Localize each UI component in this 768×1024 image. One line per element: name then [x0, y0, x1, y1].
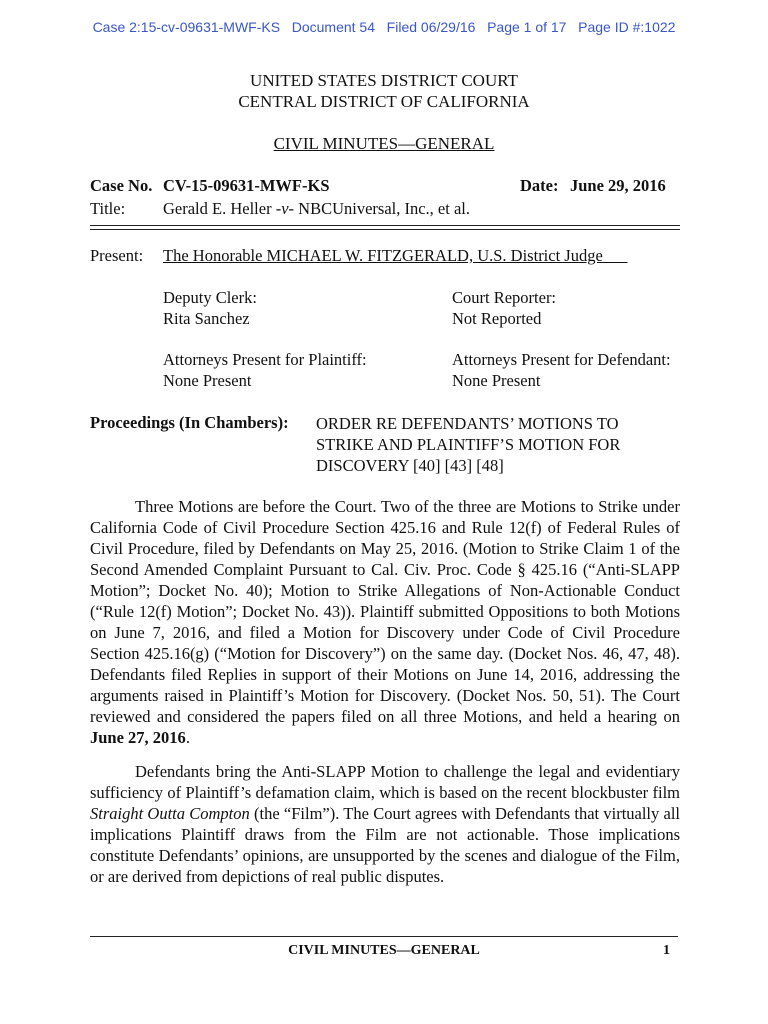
proceedings-line: STRIKE AND PLAINTIFF’S MOTION FOR — [316, 435, 621, 454]
header-rule-bottom — [90, 229, 680, 230]
film-title: Straight Outta Compton — [90, 804, 250, 823]
present-label: Present: — [90, 246, 144, 265]
hearing-date: June 27, 2016 — [90, 728, 186, 747]
footer-rule — [90, 936, 678, 937]
deputy-clerk-label: Deputy Clerk: — [163, 288, 257, 307]
defendant-attorneys-value: None Present — [452, 371, 541, 390]
minutes-title: CIVIL MINUTES—GENERAL — [273, 134, 495, 153]
case-no-value: CV-15-09631-MWF-KS — [163, 176, 330, 195]
proceedings-line: DISCOVERY [40] [43] [48] — [316, 456, 504, 475]
court-reporter-name: Not Reported — [452, 309, 542, 328]
plaintiff-attorneys-label: Attorneys Present for Plaintiff: — [163, 350, 367, 369]
date-label: Date: — [520, 176, 559, 195]
proceedings-line: ORDER RE DEFENDANTS’ MOTIONS TO — [316, 414, 619, 433]
case-title-defendant: - NBCUniversal, Inc., et al. — [288, 199, 470, 218]
proceedings-label: Proceedings (In Chambers): — [90, 413, 289, 432]
paragraph-2-text-end: (the “Film”). The Court agrees with Defendants that virtually all implications Plaintiff draws from the Film are not actionable. Those implications constitute Defendants’ opinions, are unsupported by the scenes and dialogue of the Film, or are derived from depictions of real public disputes. — [90, 804, 681, 886]
judge-name: The Honorable MICHAEL W. FITZGERALD, U.S. District Judge — [163, 246, 628, 265]
court-reporter-label: Court Reporter: — [452, 288, 557, 307]
paragraph-1-text: Three Motions are before the Court. Two of the three are Motions to Strike under California Code of Civil Procedure Section 425.16 and Rule 12(f) of Federal Rules of Civil Procedure, filed by Defendants on May 25, 2016. (Motion to Strike Claim 1 of the Second Amended Complaint Pursuant to Cal. Civ. Proc. Code § 425.16 (“Anti-SLAPP Motion”; Docket No. 40); Motion to Strike Allegations of Non-Actionable Conduct (“Rule 12(f) Motion”; Docket No. 43)). Plaintiff submitted Oppositions to both Motions on June 7, 2016, and filed a Motion for Discovery under Code of Civil Procedure Section 425.16(g) (“Motion for Discovery”) on the same day. (Docket Nos. 46, 47, 48). Defendants filed Replies in support of their Motions on June 14, 2016, addressing the arguments raised in Plaintiff’s Motion for Discovery. (Docket Nos. 50, 51). The Court reviewed and considered the papers filed on all three Motions, and held a hearing on — [90, 497, 680, 726]
proceedings-title — [316, 413, 620, 476]
court-name: UNITED STATES DISTRICT COURT — [250, 71, 518, 90]
case-title-versus: v — [281, 199, 289, 218]
case-title-plaintiff: Gerald E. Heller - — [163, 199, 282, 218]
court-heading — [0, 70, 768, 112]
paragraph-2-text: Defendants bring the Anti-SLAPP Motion to challenge the legal and evidentiary sufficiency of Plaintiff’s defamation claim, which is based on the recent blockbuster film — [90, 762, 680, 802]
date-value: June 29, 2016 — [570, 176, 666, 195]
plaintiff-attorneys-value: None Present — [163, 371, 252, 390]
body-paragraph-1 — [90, 496, 680, 748]
page-number: 1 — [663, 943, 670, 958]
case-no-label: Case No. — [90, 176, 153, 195]
title-label: Title: — [90, 199, 126, 218]
footer-label: CIVIL MINUTES—GENERAL — [288, 943, 480, 958]
defendant-attorneys-label: Attorneys Present for Defendant: — [452, 350, 671, 369]
paragraph-1-end: . — [185, 728, 190, 747]
court-district: CENTRAL DISTRICT OF CALIFORNIA — [238, 92, 530, 111]
body-paragraph-2 — [90, 761, 680, 887]
filing-stamp: Case 2:15-cv-09631-MWF-KS Document 54 Filed 06/29/16 Page 1 of 17 Page ID #:1022 — [92, 19, 676, 35]
header-rule-top — [90, 225, 680, 226]
deputy-clerk-name: Rita Sanchez — [163, 309, 250, 328]
case-title — [163, 199, 470, 219]
